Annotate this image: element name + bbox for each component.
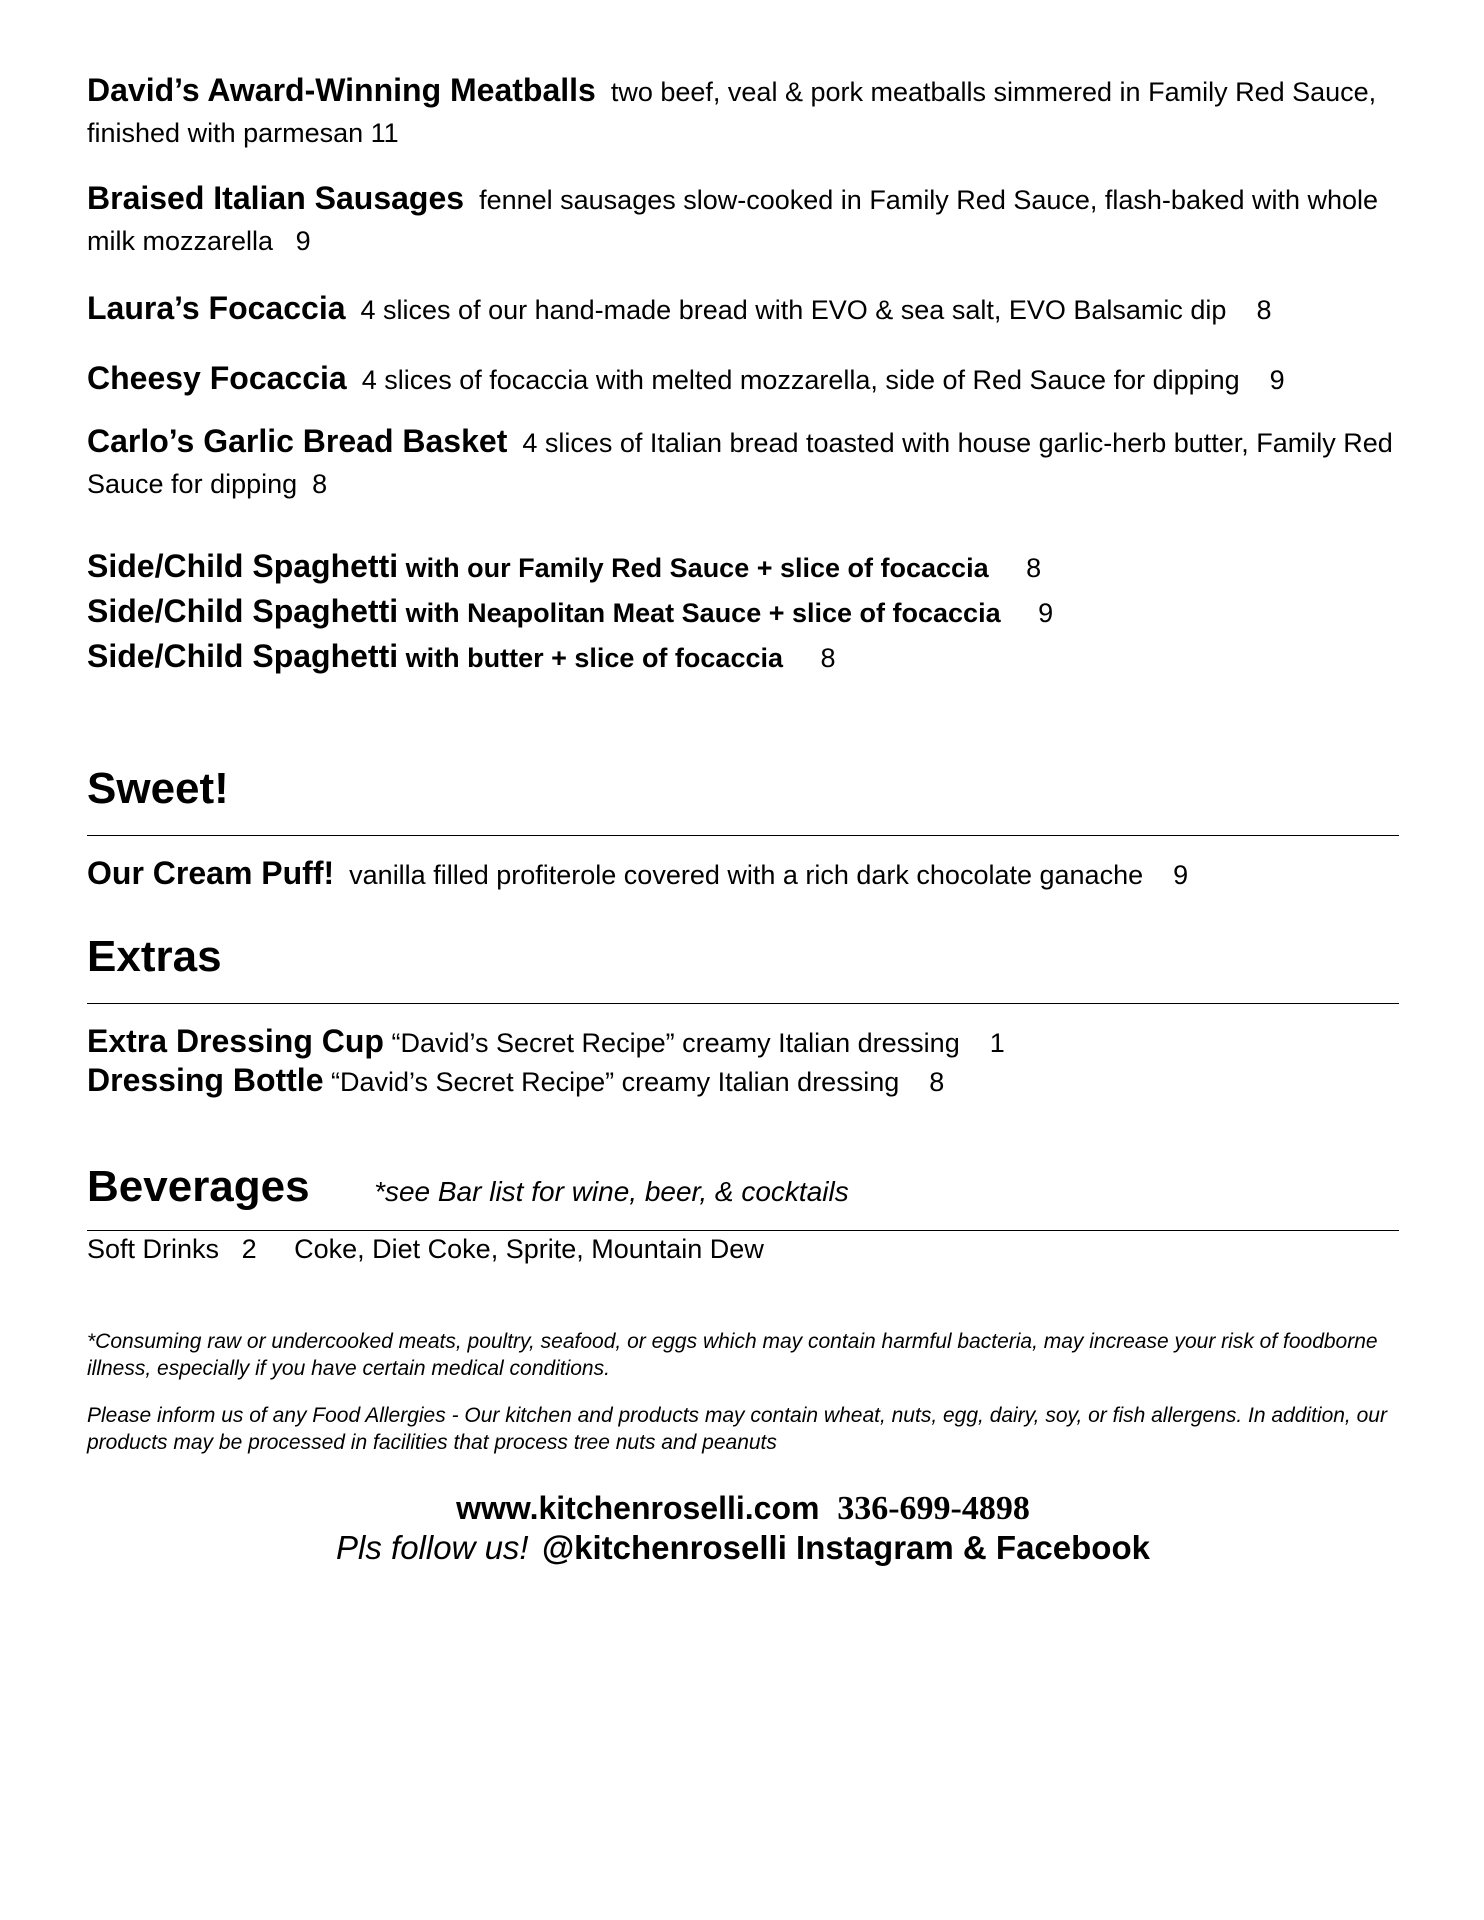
item-description: vanilla filled profiterole covered with a rich dark chocolate ganache bbox=[349, 860, 1144, 890]
item-name: Side/Child Spaghetti bbox=[87, 548, 399, 584]
menu-item-cream-puff bbox=[87, 853, 1188, 896]
item-price: 9 bbox=[1038, 598, 1054, 628]
menu-item-lauras-focaccia bbox=[87, 288, 1271, 331]
footer-contact bbox=[87, 1490, 1399, 1528]
menu-item-dressing-bottle bbox=[87, 1060, 944, 1103]
footer-social bbox=[87, 1529, 1399, 1567]
item-price: 1 bbox=[989, 1028, 1005, 1058]
menu-item-extra-dressing-cup bbox=[87, 1021, 1005, 1064]
item-description: with Neapolitan Meat Sauce + slice of focaccia bbox=[405, 598, 1001, 628]
item-price: 8 bbox=[820, 643, 836, 673]
beverages-note: *see Bar list for wine, beer, & cocktails bbox=[374, 1176, 849, 1207]
menu-item-spaghetti-red-sauce bbox=[87, 546, 1041, 589]
item-name: Braised Italian Sausages bbox=[87, 180, 465, 216]
item-price: 8 bbox=[312, 469, 328, 499]
item-description: 4 slices of focaccia with melted mozzarella, side of Red Sauce for dipping bbox=[361, 365, 1240, 395]
menu-item-garlic-bread bbox=[87, 421, 1399, 505]
item-name: Dressing Bottle bbox=[87, 1062, 324, 1098]
phone-number: 336-699-4898 bbox=[837, 1490, 1030, 1527]
menu-item-spaghetti-butter bbox=[87, 636, 836, 679]
soft-drinks-label: Soft Drinks bbox=[87, 1234, 220, 1264]
menu-item-cheesy-focaccia bbox=[87, 358, 1285, 401]
item-description: fennel sausages slow-cooked in Family Red Sauce, flash-baked with whole milk mozzarella bbox=[87, 185, 1379, 256]
allergy-notice: Please inform us of any Food Allergies - Our kitchen and products may contain wheat, nuts, egg, dairy, soy, or fish allergens. In addition, our products may be processed in facilities that process tree nuts and peanuts bbox=[87, 1404, 1387, 1454]
item-price: 9 bbox=[1269, 365, 1285, 395]
item-name: Laura’s Focaccia bbox=[87, 290, 346, 326]
item-name: David’s Award-Winning Meatballs bbox=[87, 72, 596, 108]
section-heading-sweet: Sweet! bbox=[87, 764, 229, 813]
item-description: “David’s Secret Recipe” creamy Italian dressing bbox=[391, 1028, 960, 1058]
soft-drinks-price: 2 bbox=[241, 1234, 257, 1264]
follow-text: Pls follow us! bbox=[336, 1529, 529, 1566]
menu-item-spaghetti-meat-sauce bbox=[87, 591, 1053, 634]
item-name: Our Cream Puff! bbox=[87, 855, 335, 891]
website-link[interactable]: www.kitchenroselli.com bbox=[456, 1490, 820, 1526]
section-divider bbox=[87, 1003, 1399, 1004]
menu-item-meatballs bbox=[87, 70, 1399, 154]
item-description: with butter + slice of focaccia bbox=[405, 643, 783, 673]
item-price: 8 bbox=[1256, 295, 1272, 325]
item-name: Cheesy Focaccia bbox=[87, 360, 347, 396]
section-divider bbox=[87, 835, 1399, 836]
item-description: two beef, veal & pork meatballs simmered in Family Red Sauce, finished with parmesan bbox=[87, 77, 1377, 148]
soft-drinks-line bbox=[87, 1229, 764, 1270]
soft-drinks-list: Coke, Diet Coke, Sprite, Mountain Dew bbox=[294, 1234, 764, 1264]
item-price: 8 bbox=[1026, 553, 1042, 583]
section-heading-extras: Extras bbox=[87, 932, 222, 981]
item-description: “David’s Secret Recipe” creamy Italian dressing bbox=[331, 1067, 900, 1097]
item-description: 4 slices of Italian bread toasted with house garlic-herb butter, Family Red Sauce for dipping bbox=[87, 428, 1393, 499]
item-description: with our Family Red Sauce + slice of focaccia bbox=[405, 553, 989, 583]
item-description: 4 slices of our hand-made bread with EVO & sea salt, EVO Balsamic dip bbox=[360, 295, 1227, 325]
item-price: 11 bbox=[370, 118, 399, 148]
item-price: 8 bbox=[929, 1067, 945, 1097]
item-name: Side/Child Spaghetti bbox=[87, 638, 399, 674]
raw-food-warning: *Consuming raw or undercooked meats, poultry, seafood, or eggs which may contain harmful bacteria, may increase your risk of foodborne illness, especially if you have certain medical conditions. bbox=[87, 1330, 1378, 1380]
beverages-header bbox=[87, 1162, 849, 1212]
item-price: 9 bbox=[1173, 860, 1189, 890]
social-handle[interactable]: @kitchenroselli Instagram & Facebook bbox=[541, 1529, 1150, 1566]
item-name: Extra Dressing Cup bbox=[87, 1023, 384, 1059]
item-name: Side/Child Spaghetti bbox=[87, 593, 399, 629]
item-price: 9 bbox=[295, 226, 311, 256]
section-heading-beverages: Beverages bbox=[87, 1162, 310, 1211]
item-name: Carlo’s Garlic Bread Basket bbox=[87, 423, 508, 459]
menu-item-sausages bbox=[87, 178, 1399, 262]
